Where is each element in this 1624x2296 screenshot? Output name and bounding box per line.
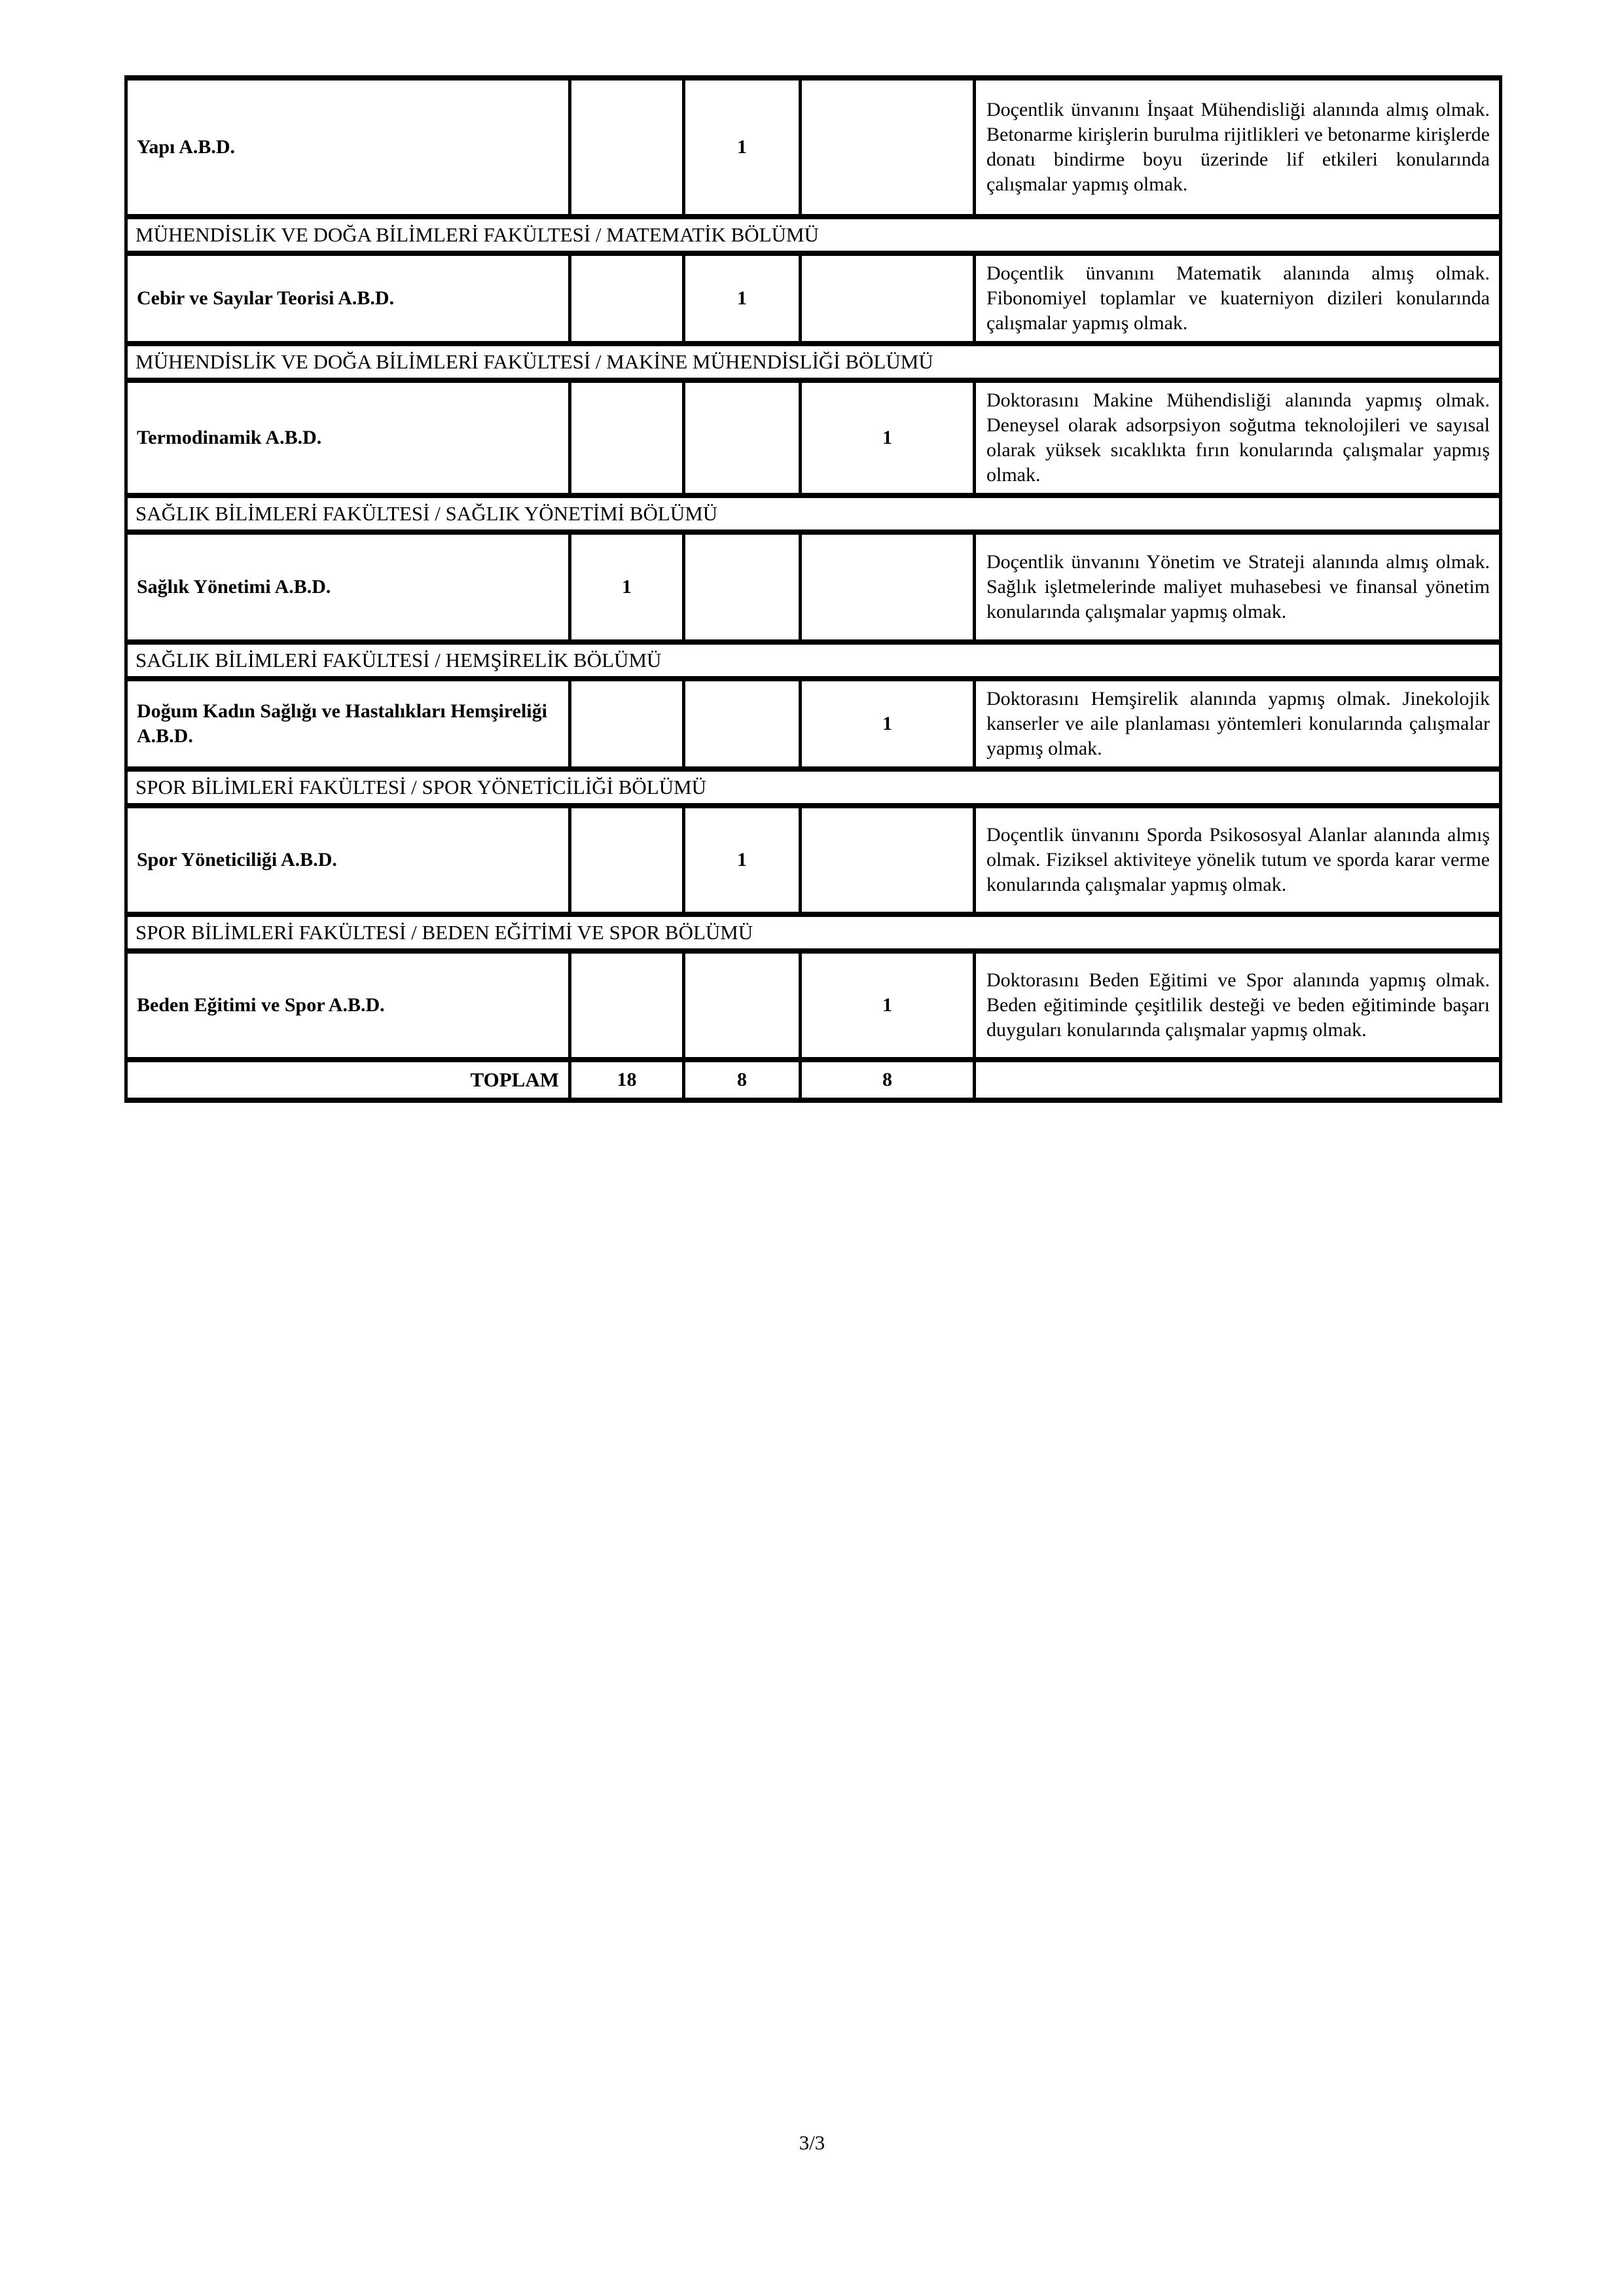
quota-cell-2: 1 <box>684 806 801 914</box>
section-header: SPOR BİLİMLERİ FAKÜLTESİ / BEDEN EĞİTİMİ VE SPOR BÖLÜMÜ <box>126 914 1501 951</box>
quota-cell-2 <box>684 679 801 769</box>
quota-cell-2 <box>684 951 801 1060</box>
table-row <box>126 253 1501 344</box>
quota-cell-1 <box>570 253 684 344</box>
section-header-row <box>126 217 1501 253</box>
quota-cell-3 <box>801 532 975 642</box>
description-cell: Doktorasını Makine Mühendisliği alanında yapmış olmak. Deneysel olarak adsorpsiyon soğutma teknolojileri ve sayısal olarak yüksek sıcaklıkta fırın konularında çalışmalar yapmış olmak. <box>975 380 1501 495</box>
description-cell: Doçentlik ünvanını Yönetim ve Strateji alanında almış olmak. Sağlık işletmelerinde maliyet muhasebesi ve finansal yönetim konularında çalışmalar yapmış olmak. <box>975 532 1501 642</box>
quota-cell-2: 8 <box>684 1060 801 1100</box>
total-label-cell: TOPLAM <box>126 1060 570 1100</box>
quota-cell-2 <box>684 532 801 642</box>
department-name-cell: Yapı A.B.D. <box>126 78 570 217</box>
department-name-cell: Beden Eğitimi ve Spor A.B.D. <box>126 951 570 1060</box>
quota-cell-3: 8 <box>801 1060 975 1100</box>
quota-cell-1 <box>570 806 684 914</box>
quota-cell-3: 1 <box>801 951 975 1060</box>
department-name-cell: Cebir ve Sayılar Teorisi A.B.D. <box>126 253 570 344</box>
department-name-cell: Spor Yöneticiliği A.B.D. <box>126 806 570 914</box>
section-header: MÜHENDİSLİK VE DOĞA BİLİMLERİ FAKÜLTESİ / MATEMATİK BÖLÜMÜ <box>126 217 1501 253</box>
quota-cell-1 <box>570 951 684 1060</box>
description-cell: Doçentlik ünvanını Matematik alanında almış olmak. Fibonomiyel toplamlar ve kuaterniyon dizileri konularında çalışmalar yapmış olmak. <box>975 253 1501 344</box>
quota-cell-1 <box>570 78 684 217</box>
table-row <box>126 380 1501 495</box>
section-header-row <box>126 344 1501 380</box>
table-row <box>126 532 1501 642</box>
description-cell: Doktorasını Beden Eğitimi ve Spor alanında yapmış olmak. Beden eğitiminde çeşitlilik desteği ve beden eğitiminde başarı duyguları konularında çalışmalar yapmış olmak. <box>975 951 1501 1060</box>
section-header-row <box>126 642 1501 679</box>
section-header: MÜHENDİSLİK VE DOĞA BİLİMLERİ FAKÜLTESİ / MAKİNE MÜHENDİSLİĞİ BÖLÜMÜ <box>126 344 1501 380</box>
section-header: SPOR BİLİMLERİ FAKÜLTESİ / SPOR YÖNETİCİLİĞİ BÖLÜMÜ <box>126 769 1501 806</box>
department-name-cell: Sağlık Yönetimi A.B.D. <box>126 532 570 642</box>
table-row <box>126 951 1501 1060</box>
quota-cell-3 <box>801 806 975 914</box>
table-row <box>126 679 1501 769</box>
academic-positions-table <box>124 75 1502 1103</box>
section-header: SAĞLIK BİLİMLERİ FAKÜLTESİ / HEMŞİRELİK BÖLÜMÜ <box>126 642 1501 679</box>
section-header-row <box>126 914 1501 951</box>
quota-cell-3 <box>801 253 975 344</box>
quota-cell-1: 1 <box>570 532 684 642</box>
page-number: 3/3 <box>799 2131 825 2154</box>
section-header-row <box>126 769 1501 806</box>
quota-cell-2: 1 <box>684 78 801 217</box>
quota-cell-1 <box>570 380 684 495</box>
quota-cell-1: 18 <box>570 1060 684 1100</box>
section-header-row <box>126 495 1501 532</box>
description-cell: Doktorasını Hemşirelik alanında yapmış olmak. Jinekolojik kanserler ve aile planlaması yöntemleri konularında çalışmalar yapmış olmak. <box>975 679 1501 769</box>
description-cell: Doçentlik ünvanını Sporda Psikososyal Alanlar alanında almış olmak. Fiziksel aktiviteye yönelik tutum ve sporda karar verme konularında çalışmalar yapmış olmak. <box>975 806 1501 914</box>
section-header: SAĞLIK BİLİMLERİ FAKÜLTESİ / SAĞLIK YÖNETİMİ BÖLÜMÜ <box>126 495 1501 532</box>
department-name-cell: Termodinamik A.B.D. <box>126 380 570 495</box>
requirements-table-body <box>126 78 1501 1100</box>
quota-cell-3: 1 <box>801 679 975 769</box>
quota-cell-2 <box>684 380 801 495</box>
quota-cell-3: 1 <box>801 380 975 495</box>
table-row <box>126 78 1501 217</box>
quota-cell-1 <box>570 679 684 769</box>
description-cell: Doçentlik ünvanını İnşaat Mühendisliği alanında almış olmak. Betonarme kirişlerin burulma rijitlikleri ve betonarme kirişlerde donatı bindirme boyu üzerinde lif etkileri konularında çalışmalar yapmış olmak. <box>975 78 1501 217</box>
department-name-cell: Doğum Kadın Sağlığı ve Hastalıkları Hemşireliği A.B.D. <box>126 679 570 769</box>
table-row <box>126 806 1501 914</box>
quota-cell-2: 1 <box>684 253 801 344</box>
total-row <box>126 1060 1501 1100</box>
quota-cell-3 <box>801 78 975 217</box>
description-cell <box>975 1060 1501 1100</box>
